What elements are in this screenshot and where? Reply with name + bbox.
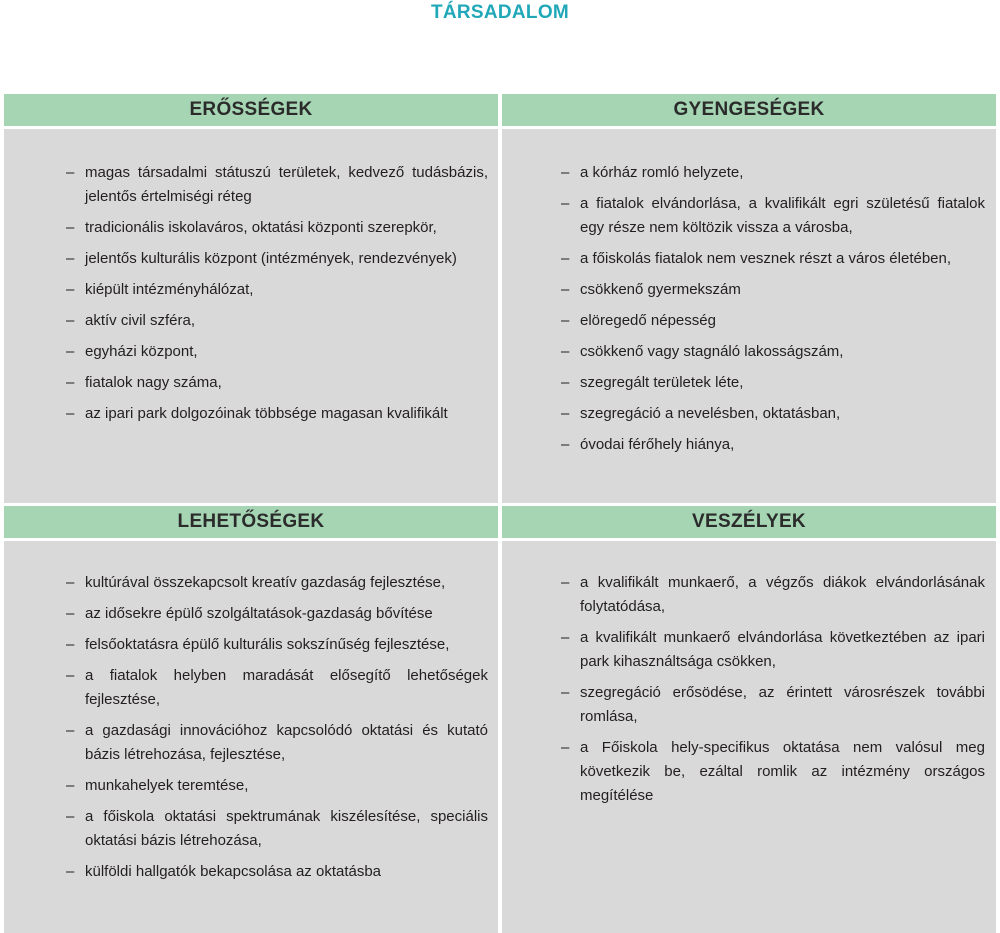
bullet-dash: – — [561, 312, 570, 329]
bullet-dash: – — [66, 281, 75, 298]
list-item-text: az ipari park dolgozóinak többsége magasan kvalifikált — [85, 405, 448, 422]
list-item — [561, 247, 985, 271]
threats-heading: VESZÉLYEK — [502, 506, 996, 538]
bullet-dash: – — [66, 574, 75, 591]
list-item — [561, 309, 985, 333]
list-item — [66, 774, 488, 798]
list-item-text: egyházi központ, — [85, 343, 198, 360]
list-item-text: csökkenő vagy stagnáló lakosságszám, — [580, 343, 844, 360]
list-item-text: munkahelyek teremtése, — [85, 777, 249, 794]
list-item-text: szegregált területek léte, — [580, 374, 744, 391]
list-item — [561, 371, 985, 395]
list-item-text: kiépült intézményhálózat, — [85, 281, 254, 298]
list-item-text: jelentős kulturális központ (intézmények, rendezvények) — [85, 250, 457, 267]
opportunities-heading: LEHETŐSÉGEK — [4, 506, 498, 538]
weaknesses-cell — [502, 129, 996, 503]
list-item — [561, 736, 985, 808]
page-title: TÁRSADALOM — [430, 2, 570, 23]
strengths-cell — [4, 129, 498, 503]
list-item — [66, 571, 488, 595]
bullet-dash: – — [561, 164, 570, 181]
bullet-dash: – — [561, 195, 570, 212]
list-item — [66, 402, 488, 426]
swot-table — [4, 94, 996, 930]
list-item-text: tradicionális iskolaváros, oktatási központi szerepkör, — [85, 219, 437, 236]
bullet-dash: – — [561, 574, 570, 591]
list-item-text: csökkenő gyermekszám — [580, 281, 741, 298]
list-item — [561, 278, 985, 302]
list-item — [66, 664, 488, 712]
list-item — [66, 340, 488, 364]
list-item — [66, 161, 488, 209]
list-item-text: kultúrával összekapcsolt kreatív gazdaság fejlesztése, — [85, 574, 446, 591]
list-item — [66, 278, 488, 302]
weaknesses-list — [561, 161, 985, 457]
bullet-dash: – — [66, 164, 75, 181]
list-item — [561, 192, 985, 240]
strengths-heading: ERŐSSÉGEK — [4, 94, 498, 126]
list-item-text: szegregáció a nevelésben, oktatásban, — [580, 405, 841, 422]
list-item — [561, 681, 985, 729]
list-item-text: a kvalifikált munkaerő, a végzős diákok elvándorlásának folytatódása, — [580, 574, 985, 615]
bullet-dash: – — [66, 777, 75, 794]
bullet-dash: – — [66, 374, 75, 391]
strengths-list — [66, 161, 488, 426]
threats-cell — [502, 541, 996, 933]
bullet-dash: – — [561, 343, 570, 360]
bullet-dash: – — [66, 343, 75, 360]
opportunities-cell — [4, 541, 498, 933]
list-item-text: a főiskolás fiatalok nem vesznek részt a város életében, — [580, 250, 952, 267]
bullet-dash: – — [561, 374, 570, 391]
list-item-text: óvodai férőhely hiánya, — [580, 436, 735, 453]
bullet-dash: – — [66, 219, 75, 236]
bullet-dash: – — [66, 863, 75, 880]
bullet-dash: – — [561, 739, 570, 756]
list-item — [66, 309, 488, 333]
list-item — [66, 371, 488, 395]
list-item-text: szegregáció erősödése, az érintett városrészek további romlása, — [580, 684, 985, 725]
list-item-text: felsőoktatásra épülő kulturális sokszínűség fejlesztése, — [85, 636, 450, 653]
list-item — [561, 402, 985, 426]
list-item — [66, 602, 488, 626]
list-item — [66, 247, 488, 271]
bullet-dash: – — [66, 312, 75, 329]
bullet-dash: – — [66, 667, 75, 684]
list-item-text: a kórház romló helyzete, — [580, 164, 744, 181]
bullet-dash: – — [66, 250, 75, 267]
list-item — [561, 161, 985, 185]
bullet-dash: – — [561, 250, 570, 267]
list-item — [66, 216, 488, 240]
list-item-text: elöregedő népesség — [580, 312, 716, 329]
list-item-text: külföldi hallgatók bekapcsolása az oktatásba — [85, 863, 382, 880]
list-item — [561, 626, 985, 674]
bullet-dash: – — [66, 722, 75, 739]
list-item-text: aktív civil szféra, — [85, 312, 196, 329]
bullet-dash: – — [66, 605, 75, 622]
list-item-text: a fiatalok elvándorlása, a kvalifikált egri születésű fiatalok egy része nem költözik vissza a városba, — [580, 195, 985, 236]
list-item-text: fiatalok nagy száma, — [85, 374, 222, 391]
list-item-text: a gazdasági innovációhoz kapcsolódó oktatási és kutató bázis létrehozása, fejlesztése, — [85, 722, 488, 763]
list-item-text: a fiatalok helyben maradását elősegítő lehetőségek fejlesztése, — [85, 667, 488, 708]
list-item-text: a Főiskola hely-specifikus oktatása nem valósul meg következik be, ezáltal romlik az intézmény országos megítélése — [580, 739, 985, 804]
bullet-dash: – — [561, 629, 570, 646]
list-item — [66, 719, 488, 767]
bullet-dash: – — [561, 405, 570, 422]
list-item-text: a főiskola oktatási spektrumának kiszélesítése, speciális oktatási bázis létrehozása, — [85, 808, 488, 849]
list-item-text: magas társadalmi státuszú területek, kedvező tudásbázis, jelentős értelmiségi réteg — [85, 164, 488, 205]
list-item — [66, 633, 488, 657]
list-item — [66, 805, 488, 853]
list-item — [561, 433, 985, 457]
list-item-text: az idősekre épülő szolgáltatások-gazdaság bővítése — [85, 605, 433, 622]
list-item-text: a kvalifikált munkaerő elvándorlása következtében az ipari park kihasználtsága csökken, — [580, 629, 985, 670]
bullet-dash: – — [561, 436, 570, 453]
list-item — [561, 571, 985, 619]
bullet-dash: – — [66, 636, 75, 653]
bullet-dash: – — [561, 281, 570, 298]
bullet-dash: – — [561, 684, 570, 701]
list-item — [66, 860, 488, 884]
opportunities-list — [66, 571, 488, 884]
weaknesses-heading: GYENGESÉGEK — [502, 94, 996, 126]
bullet-dash: – — [66, 405, 75, 422]
threats-list — [561, 571, 985, 808]
bullet-dash: – — [66, 808, 75, 825]
list-item — [561, 340, 985, 364]
